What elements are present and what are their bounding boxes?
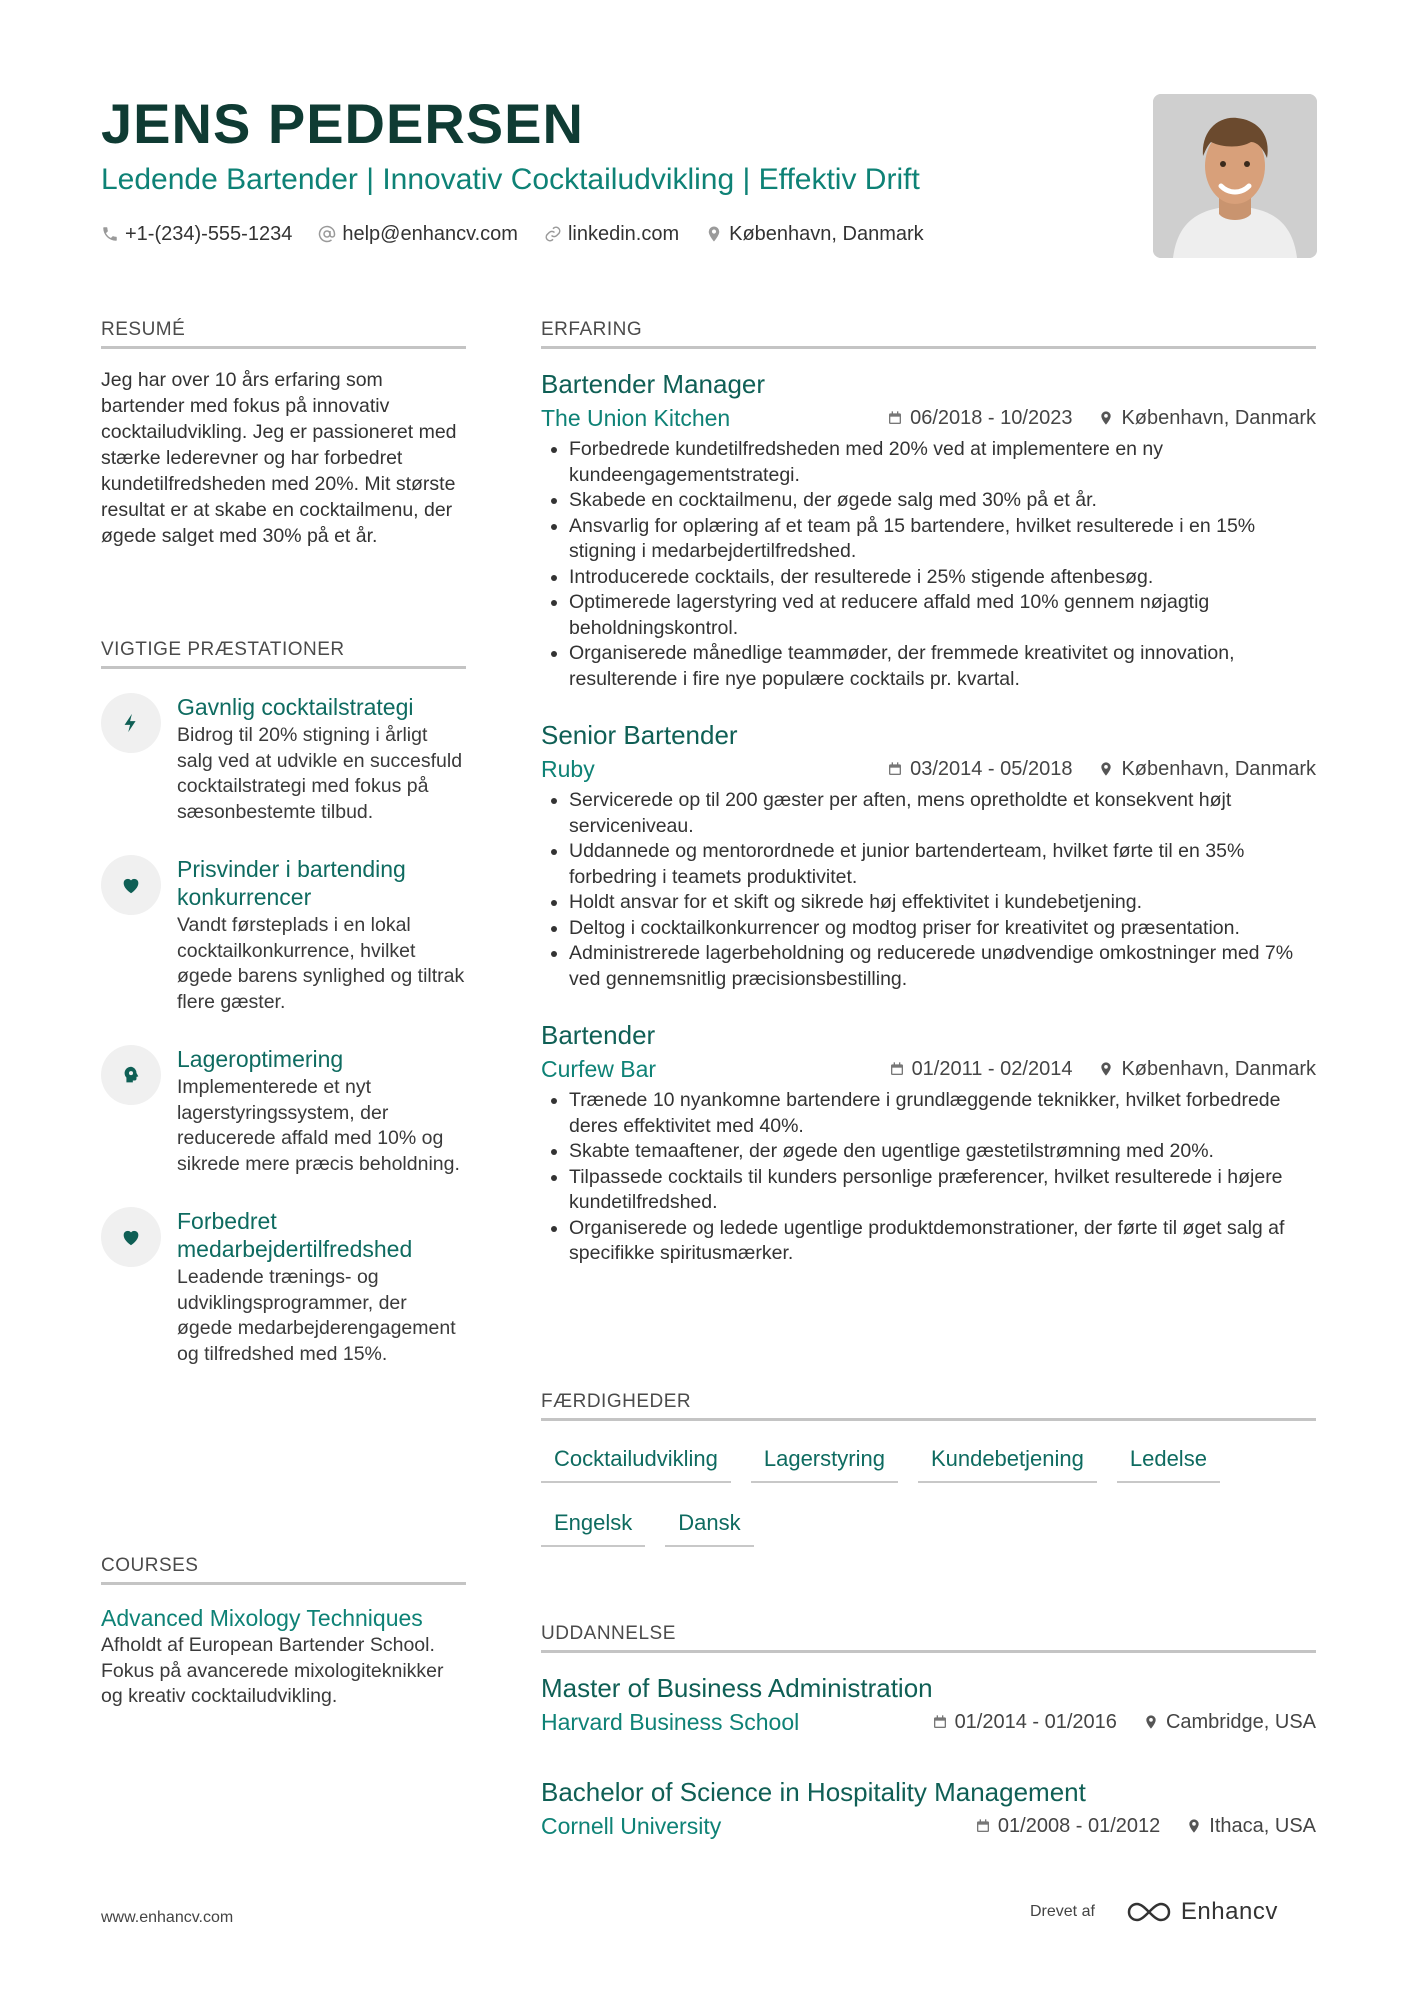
location-pin-icon (1186, 1818, 1202, 1834)
location-text: København, Danmark (729, 223, 924, 245)
at-icon (318, 225, 336, 243)
calendar-icon (887, 410, 903, 426)
contact-bar (101, 220, 924, 248)
brand-name: Enhancv (1180, 1898, 1278, 1925)
edu-dates: 01/2008 - 01/2012 (997, 1815, 1161, 1837)
job-bullets (541, 1088, 1316, 1267)
email-text: help@enhancv.com (342, 223, 518, 245)
summary-heading: RESUMÉ (101, 318, 466, 349)
footer-branding (1030, 1898, 1278, 1926)
candidate-name: JENS PEDERSEN (101, 92, 584, 155)
bullet: • Holdt ansvar for et skift og sikrede høj effektivitet i kundebetjening. (569, 890, 1316, 916)
company-name: Ruby (541, 756, 595, 782)
bullet: • Ansvarlig for oplæring af et team på 15 bartendere, hvilket resulterede i en 15% stigning i medarbejdertilfredshed. (569, 514, 1316, 565)
bullet: • Organiserede månedlige teammøder, der fremmede kreativitet og innovation, resulterende i fire nye populære cocktails pr. kvartal. (569, 641, 1316, 692)
summary-section (101, 318, 466, 549)
education-entry (541, 1671, 1316, 1737)
achievement-title: Prisvinder i bartending konkurrencer (177, 856, 406, 910)
skill-tag: Lagerstyring (751, 1441, 898, 1483)
bullet: • Trænede 10 nyankomne bartendere i grundlæggende teknikker, hvilket forbedrede deres effektivitet med 40%. (569, 1088, 1316, 1139)
company-name: The Union Kitchen (541, 405, 731, 431)
phone-text: +1-(234)-555-1234 (125, 223, 293, 245)
bullet: • Tilpassede cocktails til kunders personlige præferencer, hvilket resulterede i højere kundetilfredshed. (569, 1165, 1316, 1216)
education-entry (541, 1775, 1316, 1841)
course-title: Advanced Mixology Techniques (101, 1605, 423, 1631)
bullet: • Skabte temaaftener, der øgede den ugentlige gæstetilstrømning med 20%. (569, 1139, 1316, 1165)
contact-location (705, 220, 924, 248)
degree-title: Bachelor of Science in Hospitality Management (541, 1777, 1086, 1807)
contact-phone[interactable] (101, 220, 292, 248)
powered-by-text: Drevet af (1030, 1903, 1095, 1920)
course-desc: Afholdt af European Bartender School. Fokus på avancerede mixologiteknikker og kreativ cocktailudvikling. (101, 1634, 444, 1707)
edu-dates: 01/2014 - 01/2016 (954, 1711, 1117, 1733)
bullet: • Uddannede og mentorordnede et junior bartenderteam, hvilket førte til en 35% forbedring i teamets produktivitet. (569, 839, 1316, 890)
education-section (541, 1622, 1316, 1841)
achievement-desc: Bidrog til 20% stigning i årligt salg ved at udvikle en succesfuld cocktailstrategi med fokus på sæsonbestemte tilbud. (177, 724, 463, 823)
bullet: • Deltog i cocktailkonkurrencer og modtog priser for kreativitet og præsentation. (569, 916, 1316, 942)
education-heading: UDDANNELSE (541, 1622, 1316, 1653)
skill-tag: Dansk (665, 1505, 753, 1547)
skills-section (541, 1390, 1316, 1547)
job-dates: 06/2018 - 10/2023 (910, 407, 1073, 429)
profile-photo (1153, 94, 1317, 258)
contact-linkedin[interactable] (544, 220, 679, 248)
bullet: • Organiserede og ledede ugentlige produktdemonstrationer, der førte til øget salg af specifikke spiritusmærker. (569, 1216, 1316, 1267)
company-name: Curfew Bar (541, 1056, 657, 1082)
portrait-image (1153, 94, 1317, 258)
calendar-icon (887, 761, 903, 777)
bullet: • Servicerede op til 200 gæster per aften, mens opretholdte et konsekvent højt serviceniveau. (569, 788, 1316, 839)
achievements-heading: VIGTIGE PRÆSTATIONER (101, 638, 466, 669)
achievement-title: Forbedret medarbejdertilfredshed (177, 1208, 413, 1262)
achievement-item (101, 855, 466, 1015)
achievement-title: Lageroptimering (177, 1046, 344, 1072)
brand-logo[interactable] (1125, 1898, 1278, 1926)
bolt-icon (120, 712, 142, 734)
heart-icon (120, 1226, 142, 1248)
courses-heading: COURSES (101, 1554, 466, 1585)
location-pin-icon (1098, 410, 1114, 426)
job-bullets (541, 437, 1316, 692)
bullet: • Introducerede cocktails, der resulterede i 25% stigende aftenbesøg. (569, 565, 1316, 591)
job-title: Bartender Manager (541, 369, 766, 399)
achievement-item (101, 693, 466, 825)
job-entry (541, 367, 1316, 692)
school-name: Cornell University (541, 1813, 722, 1839)
location-pin-icon (1143, 1714, 1159, 1730)
location-pin-icon (705, 225, 723, 243)
linkedin-text: linkedin.com (567, 223, 680, 245)
phone-icon (101, 225, 119, 243)
link-icon (544, 225, 562, 243)
achievement-title: Gavnlig cocktailstrategi (177, 694, 414, 720)
bullet: • Administrerede lagerbeholdning og reducerede unødvendige omkostninger med 7% ved gennemsnitlig præcisionsbestilling. (569, 941, 1316, 992)
achievement-desc: Leadende trænings- og udviklingsprogrammer, der øgede medarbejderengagement og tilfredshed med 15%. (177, 1266, 456, 1365)
calendar-icon (889, 1061, 905, 1077)
job-entry (541, 1018, 1316, 1267)
job-bullets (541, 788, 1316, 992)
job-location: København, Danmark (1121, 407, 1316, 429)
achievement-item (101, 1207, 466, 1367)
job-dates: 03/2014 - 05/2018 (910, 758, 1073, 780)
job-title: Senior Bartender (541, 720, 738, 750)
job-dates: 01/2011 - 02/2014 (911, 1058, 1073, 1080)
job-location: København, Danmark (1121, 758, 1316, 780)
job-location: København, Danmark (1121, 1058, 1316, 1080)
achievement-desc: Implementerede et nyt lagerstyringssystem, der reducerede affald med 10% og sikrede mere præcis beholdning. (177, 1076, 460, 1175)
edu-location: Cambridge, USA (1165, 1711, 1316, 1733)
heart-icon (120, 874, 142, 896)
calendar-icon (975, 1818, 991, 1834)
courses-section (101, 1554, 466, 1710)
experience-section (541, 318, 1316, 1267)
footer-website[interactable]: www.enhancv.com (101, 1909, 234, 1926)
brain-icon (120, 1064, 142, 1086)
bullet: • Forbedrede kundetilfredsheden med 20% ved at implementere en ny kundeengagementstrategi. (569, 437, 1316, 488)
job-title: Bartender (541, 1020, 656, 1050)
job-entry (541, 718, 1316, 992)
calendar-icon (932, 1714, 948, 1730)
edu-location: Ithaca, USA (1209, 1815, 1316, 1837)
location-pin-icon (1098, 1061, 1114, 1077)
school-name: Harvard Business School (541, 1709, 800, 1735)
skills-heading: FÆRDIGHEDER (541, 1390, 1316, 1421)
experience-heading: ERFARING (541, 318, 1316, 349)
headline: Ledende Bartender | Innovativ Cocktailudvikling | Effektiv Drift (101, 163, 920, 196)
skill-tag: Engelsk (541, 1505, 645, 1547)
achievement-item (101, 1045, 466, 1177)
skill-tag: Kundebetjening (918, 1441, 1097, 1483)
skill-tag: Ledelse (1117, 1441, 1220, 1483)
degree-title: Master of Business Administration (541, 1673, 933, 1703)
bullet: • Optimerede lagerstyring ved at reducere affald med 10% gennem nøjagtig beholdningskontrol. (569, 590, 1316, 641)
location-pin-icon (1098, 761, 1114, 777)
bullet: • Skabede en cocktailmenu, der øgede salg med 30% på et år. (569, 488, 1316, 514)
achievements-section (101, 638, 466, 1367)
infinity-logo-icon (1125, 1900, 1173, 1924)
achievement-desc: Vandt førsteplads i en lokal cocktailkonkurrence, hvilket øgede barens synlighed og tiltrak flere gæster. (177, 914, 465, 1013)
summary-text: Jeg har over 10 års erfaring som bartender med fokus på innovativ cocktailudvikling. Jeg er passioneret med stærke lederevner og har forbedret kundetilfredsheden med 20%. Mit største resultat er at skabe en cocktailmenu, der øgede salget med 30% på et år. (101, 369, 457, 547)
skill-tag: Cocktailudvikling (541, 1441, 731, 1483)
contact-email[interactable] (318, 220, 518, 248)
